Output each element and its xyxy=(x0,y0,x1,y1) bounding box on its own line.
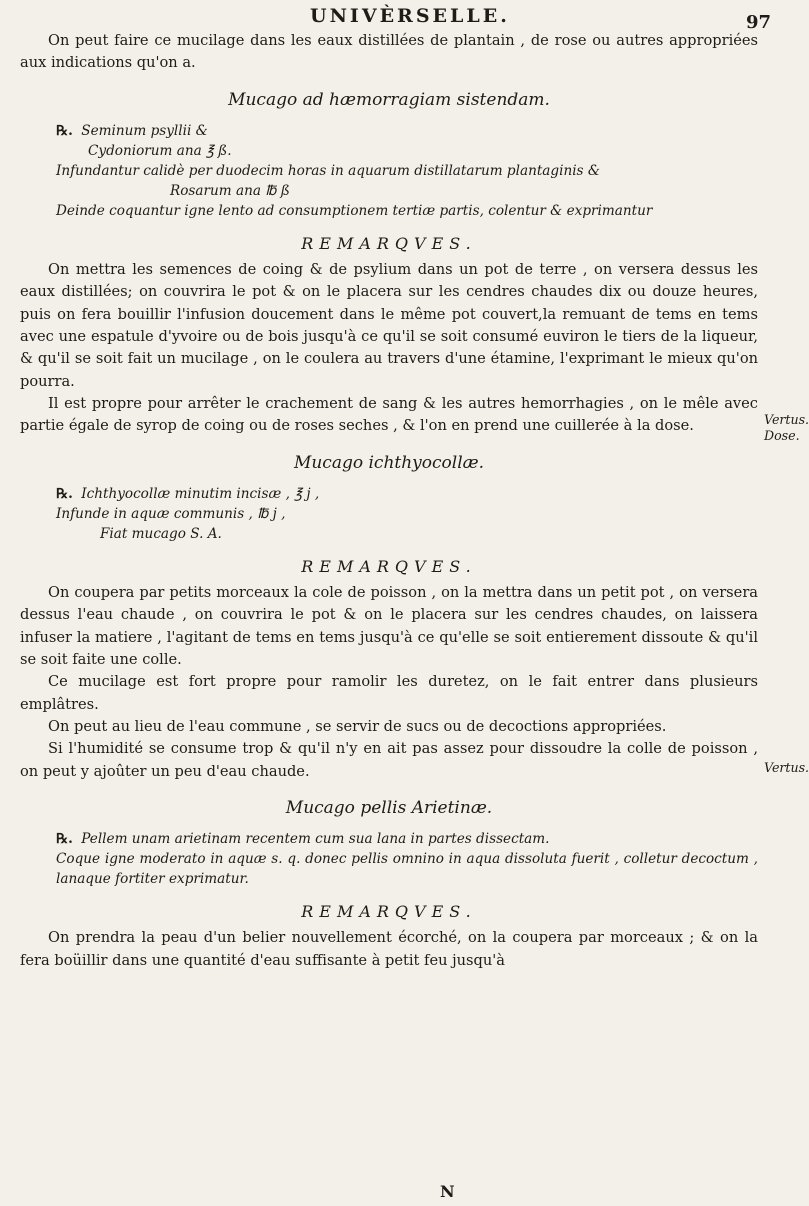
remark-paragraph: Ce mucilage est fort propre pour ramolir les duretez, on le fait entrer dans plusieurs emplâtres. xyxy=(20,673,758,713)
remark-paragraph: On prendra la peau d'un belier nouvellement écorché, on la coupera par morceaux ; & on la fera boüillir dans une quantité d'eau suffisante à petit feu jusqu'à xyxy=(20,929,758,969)
remarques-heading-3: REMARQVES. xyxy=(301,902,477,922)
recipe-title-1: Mucago ad hæmorragiam sistendam. xyxy=(228,89,550,110)
formula-line: Infunde in aquæ communis , ℔ j , xyxy=(56,505,286,522)
remark-paragraph: Il est propre pour arrêter le crachement de sang & les autres hemorrhagies , on le mêle avec partie égale de syrop de coing ou de roses seches , & l'on en prend une cuillerée à la dose. xyxy=(20,394,758,435)
signature-mark: N xyxy=(440,1182,455,1201)
rx-symbol: ℞. xyxy=(56,831,73,848)
recipe-formula-3 xyxy=(20,829,758,889)
page-number: 97 xyxy=(746,12,772,33)
intro-paragraph: On peut faire ce mucilage dans les eaux distillées de plantain , de rose ou autres appropriées aux indications qu'on a. xyxy=(20,32,758,72)
formula-line: Infundantur calidè per duodecim horas in aquarum distillatarum plantaginis & xyxy=(56,162,600,179)
recipe-title-3: Mucago pellis Arietinæ. xyxy=(285,797,493,818)
running-head: UNIVÈRSELLE. xyxy=(310,5,510,27)
remark-paragraph: On coupera par petits morceaux la cole de poisson , on la mettra dans un petit pot , on versera dessus l'eau chaude , on couvrira le pot & on le placera sur les cendres chaudes, on laissera infuser la matiere , l'agitant de tems en tems jusqu'à ce qu'elle se soit entierement dissoute & qu'il se soit faite une colle. xyxy=(20,584,758,669)
formula-line: Cydoniorum ana ℥ ß. xyxy=(88,142,232,159)
recipe-formula-2 xyxy=(20,484,758,544)
remarques-heading-2: REMARQVES. xyxy=(301,556,477,576)
main-text xyxy=(20,30,758,972)
remark-paragraph: Si l'humidité se consume trop & qu'il n'y en ait pas assez pour dissoudre la colle de poisson , on peut y ajoûter un peu d'eau chaude. xyxy=(20,740,758,780)
remarques-heading-1: REMARQVES. xyxy=(301,233,477,253)
recipe-formula-1 xyxy=(20,121,758,221)
formula-line: Pellem unam arietinam recentem cum sua lana in partes dissectam. xyxy=(81,831,550,848)
formula-line: Seminum psyllii & xyxy=(81,122,208,139)
formula-line: Fiat mucago S. A. xyxy=(100,525,222,542)
margin-note-vertus: Vertus. xyxy=(764,760,809,775)
rx-symbol: ℞. xyxy=(56,122,73,139)
margin-note-vertus-dose: Vertus. Dose. xyxy=(764,412,809,443)
formula-line: Coque igne moderato in aquæ s. q. donec pellis omnino in aqua dissoluta fuerit , colletur decoctum , lanaque fortiter exprimatur. xyxy=(56,851,758,888)
remark-paragraph: On peut au lieu de l'eau commune , se servir de sucs ou de decoctions appropriées. xyxy=(48,717,667,735)
remark-paragraph: On mettra les semences de coing & de psylium dans un pot de terre , on versera dessus les eaux distillées; on couvrira le pot & on le placera sur les cendres chaudes dix ou douze heures, puis on fera bouillir l'infusion doucement dans le même pot couvert,la remuant de tems en tems avec une espatule d'yvoire ou de bois jusqu'à ce qu'il se soit consumé euviron le tiers de la liqueur, & qu'il se soit fait un mucilage , on le coulera au travers d'une étamine, l'exprimant le mieux qu'on pourra. xyxy=(20,261,758,390)
formula-line: Deinde coquantur igne lento ad consumptionem tertiæ partis, colentur & exprimantur xyxy=(56,202,653,219)
recipe-title-2: Mucago ichthyocollæ. xyxy=(293,452,485,473)
formula-line: Rosarum ana ℔ ß xyxy=(170,182,290,199)
rx-symbol: ℞. xyxy=(56,485,73,502)
page-header xyxy=(0,2,801,33)
formula-line: Ichthyocollæ minutim incisæ , ℥ j , xyxy=(81,485,320,502)
